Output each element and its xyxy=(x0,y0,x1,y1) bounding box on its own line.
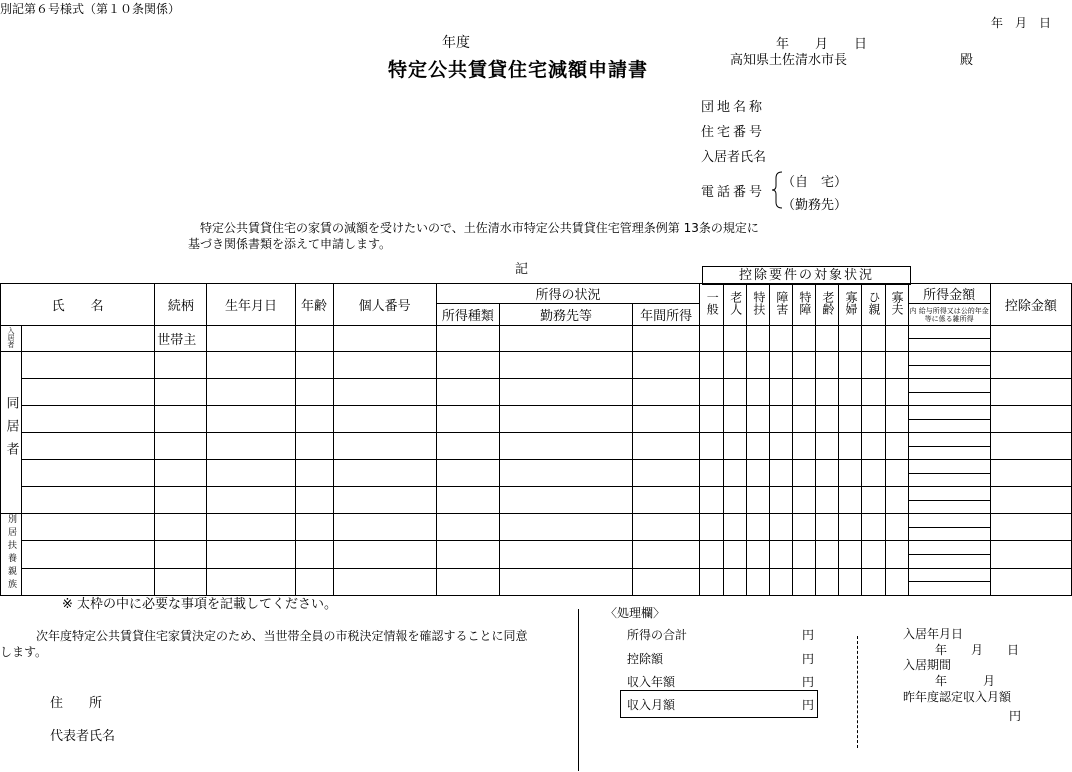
col-income-note: 内 給与所得又は公的年金等に係る雑所得 xyxy=(908,304,990,326)
yen-1: 円 xyxy=(802,628,815,642)
col-kafu2: 寡夫 xyxy=(885,284,908,326)
deduction-label: 控除額 xyxy=(627,652,664,666)
table-row xyxy=(1,379,1072,406)
col-roufu: 老齢 xyxy=(816,284,839,326)
col-shogai: 障害 xyxy=(770,284,793,326)
work-phone-label: （勤務先） xyxy=(782,198,848,213)
income-split-cell xyxy=(908,487,990,514)
instruction-note: ※ 太枠の中に必要な事項を記載してください。 xyxy=(62,597,338,612)
resident-name-label: 入居者氏名 xyxy=(701,150,767,165)
col-rojin: 老人 xyxy=(724,284,747,326)
table-row xyxy=(1,568,1072,595)
col-income-status: 所得の状況 xyxy=(436,284,699,304)
ki-label: 記 xyxy=(515,262,529,277)
col-hitorioya: ひ親 xyxy=(862,284,885,326)
table-row xyxy=(1,352,1072,379)
income-total-label: 所得の合計 xyxy=(627,628,688,642)
honorific-dono: 殿 xyxy=(960,53,974,68)
income-split-cell xyxy=(908,326,990,352)
table-row xyxy=(1,487,1072,514)
yen-2: 円 xyxy=(802,652,815,666)
yen-5: 円 xyxy=(1009,709,1022,723)
fiscal-year-label: 年度 xyxy=(442,35,470,51)
table-row xyxy=(1,406,1072,433)
table-row xyxy=(1,326,1072,352)
consent-line2: します。 xyxy=(0,645,48,659)
col-deduction-amount: 控除金額 xyxy=(990,284,1071,326)
col-name: 氏 名 xyxy=(1,284,155,326)
col-birthdate: 生年月日 xyxy=(207,284,295,326)
yen-4: 円 xyxy=(802,698,815,712)
move-in-date-value: 年 月 日 xyxy=(935,643,1020,657)
residence-period-label: 入居期間 xyxy=(903,658,952,672)
phone-label: 電話番号 xyxy=(701,185,766,200)
representative-label: 代表者氏名 xyxy=(50,729,116,744)
householder-cell: 世帯主 xyxy=(155,326,207,352)
col-kafu: 寡婦 xyxy=(839,284,862,326)
section-divider xyxy=(578,609,579,771)
col-relation: 続柄 xyxy=(155,284,207,326)
house-number-label: 住宅番号 xyxy=(701,125,766,140)
dashed-divider xyxy=(857,636,858,748)
table-row xyxy=(1,514,1072,541)
col-income-type: 所得種類 xyxy=(436,304,499,326)
addressee: 高知県土佐清水市長 xyxy=(730,53,848,68)
col-annual-income: 年間所得 xyxy=(633,304,700,326)
col-age: 年齢 xyxy=(295,284,333,326)
income-split-cell xyxy=(908,433,990,460)
date-line: 年 月 日 xyxy=(776,37,868,52)
income-split-cell xyxy=(908,352,990,379)
col-income-amount: 所得金額 xyxy=(908,284,990,304)
address-label: 住 所 xyxy=(50,696,103,711)
table-row xyxy=(1,541,1072,568)
last-year-monthly-income-label: 昨年度認定収入月額 xyxy=(903,690,1012,704)
col-tokufu: 特扶 xyxy=(747,284,770,326)
col-ippan: 一般 xyxy=(700,284,724,326)
home-phone-label: （自 宅） xyxy=(782,175,848,190)
income-split-cell xyxy=(908,541,990,568)
page-title: 特定公共賃貸住宅減額申請書 xyxy=(388,59,649,81)
annual-income-label: 収入年額 xyxy=(627,675,676,689)
row-label-resident: 入居者 xyxy=(1,326,22,352)
col-employer: 勤務先等 xyxy=(499,304,632,326)
form-number: 別記第６号様式（第１０条関係） xyxy=(0,2,181,16)
household-table xyxy=(0,283,1072,596)
col-tokusho: 特障 xyxy=(793,284,816,326)
row-label-separate-dependents: 別居扶養親族 xyxy=(1,514,22,596)
processing-label: 〈処理欄〉 xyxy=(605,606,666,620)
income-split-cell xyxy=(908,379,990,406)
monthly-income-label: 収入月額 xyxy=(627,698,676,712)
deduction-target-header: 控除要件の対象状況 xyxy=(702,266,911,285)
table-row xyxy=(1,460,1072,487)
residence-period-value: 年 月 xyxy=(935,674,996,688)
col-personal-number: 個人番号 xyxy=(333,284,436,326)
body-text-line1: 特定公共賃貸住宅の家賃の減額を受けたいので、土佐清水市特定公共賃貸住宅管理条例第 13条の規定に xyxy=(200,221,759,235)
table-row xyxy=(1,433,1072,460)
move-in-date-label: 入居年月日 xyxy=(903,627,964,641)
income-split-cell xyxy=(908,460,990,487)
body-text-line2: 基づき関係書類を添えて申請します。 xyxy=(188,237,392,251)
danchi-label: 団地名称 xyxy=(701,100,766,115)
consent-line1: 次年度特定公共賃貸住宅家賃決定のため、当世帯全員の市税決定情報を確認することに同意 xyxy=(36,629,528,643)
income-split-cell xyxy=(908,406,990,433)
income-split-cell xyxy=(908,514,990,541)
yen-3: 円 xyxy=(802,675,815,689)
row-label-cohabitants: 同居者 xyxy=(1,352,22,514)
top-date: 年 月 日 xyxy=(991,16,1052,30)
income-split-cell xyxy=(908,568,990,595)
